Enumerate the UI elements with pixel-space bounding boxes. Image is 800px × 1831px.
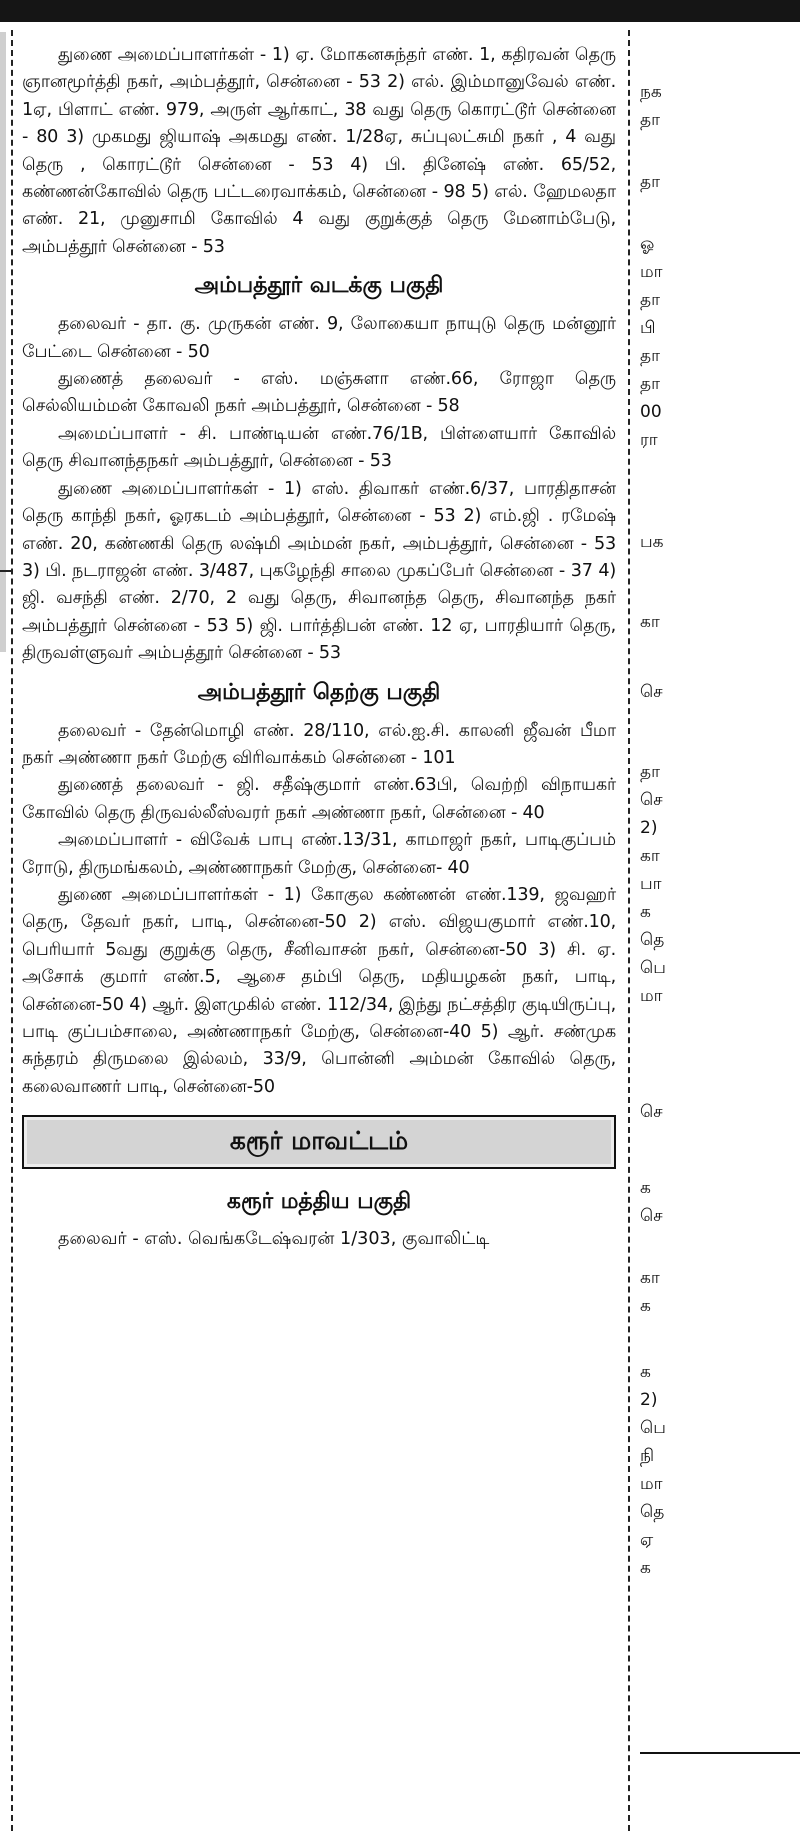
main-column [22,42,616,1251]
right-column-text-fragment: மா [640,262,663,282]
right-column-text-fragment: பி [640,318,656,338]
right-column-text-fragment: செ [640,790,663,810]
right-column-text-fragment: தா [640,110,660,130]
section-heading-ambattur-north: அம்பத்தூர் வடக்கு பகுதி [194,273,444,299]
office-bearer-paragraph: அமைப்பாளர் - சி. பாண்டியன் எண்.76/1B, பிள்ளையார் கோவில் தெரு சிவானந்தநகர் அம்பத்தூர், சென்னை - 53 [22,423,616,472]
right-column-text-fragment: செ [640,1206,663,1226]
cut-mark [0,570,12,572]
office-bearer-paragraph: தலைவர் - தா. கு. முருகன் எண். 9, லோகையா நாயுடு தெரு மன்னூர் பேட்டை சென்னை - 50 [22,314,616,362]
right-column-text-fragment: நி [640,1446,655,1466]
right-column-text-fragment: க [640,1296,651,1316]
continuation-paragraph: துணை அமைப்பாளர்கள் - 1) ஏ. மோகனசுந்தர் எண். 1, கதிரவன் தெரு ஞானமூர்த்தி நகர், அம்பத்தூர், சென்னை - 53 2) எல். இம்மானுவேல் எண். 1ஏ, பிளாட் எண். 979, அருள் ஆர்காட், 38 வது தெரு கொரட்டூர் சென்னை - 80 3) முகமது ஜியாஷ் அகமது எண். 1/28ஏ, சுப்புலட்சுமி நகர் , 4 வது தெரு , கொரட்டூர் சென்னை - 53 4) பி. தினேஷ் எண். 65/52, கண்ணன்கோவில் தெரு பட்டரைவாக்கம், சென்னை - 98 5) எல். ஹேமலதா எண். 21, முனுசாமி கோவில் 4 வது குறுக்குத் தெரு மேனாம்பேடு, அம்பத்தூர் சென்னை - 53 [22,45,616,257]
right-column-text-fragment: தா [640,290,660,310]
right-column-text-fragment: கா [640,846,660,866]
office-bearer-paragraph: அமைப்பாளர் - விவேக் பாபு எண்.13/31, காமாஜர் நகர், பாடிகுப்பம் ரோடு, திருமங்கலம், அண்ணாநகர் மேற்கு, சென்னை- 40 [22,830,616,878]
right-column-fragment [640,0,800,1831]
office-bearer-paragraph: துணைத் தலைவர் - எஸ். மஞ்சுளா எண்.66, ரோஜா தெரு செல்லியம்மன் கோவலி நகர் அம்பத்தூர், சென்னை - 58 [22,369,616,417]
right-column-text-fragment: க [640,1558,651,1578]
right-column-text-fragment: பெ [640,958,666,978]
office-bearer-paragraph: துணை அமைப்பாளர்கள் - 1) கோகுல கண்ணன் எண்.139, ஜவஹர் தெரு, தேவர் நகர், பாடி, சென்னை-50 2) எஸ். விஜயகுமார் எண்.10, பெரியார் 5வது குறுக்கு தெரு, சீனிவாசன் நகர், சென்னை-50 3) சி. ஏ. அசோக் குமார் எண்.5, ஆசை தம்பி தெரு, மதியழகன் நகர், பாடி, சென்னை-50 4) ஆர். இளமுகில் எண். 112/34, இந்து நட்சத்திர குடியிருப்பு, பாடி குப்பம்சாலை, அண்ணாநகர் மேற்கு, சென்னை-40 5) ஆர். சண்முக சுந்தரம் திருமலை இல்லம், 33/9, பொன்னி அம்மன் கோவில் தெரு, கலைவாணர் பாடி, சென்னை-50 [22,884,616,1097]
right-column-text-fragment: பக [640,532,664,552]
right-column-text-fragment: தா [640,374,660,394]
district-title: கரூர் மாவட்டம் [229,1125,409,1155]
left-margin-shade [0,32,6,652]
right-column-text-fragment: க [640,902,651,922]
right-column-text-fragment: 2) [640,1390,658,1410]
right-column-text-fragment: ஏ [640,1530,654,1550]
column-divider-left [11,30,13,1831]
right-column-text-fragment: மா [640,986,663,1006]
right-column-text-fragment: செ [640,682,663,702]
right-column-text-fragment: தா [640,172,660,192]
section-heading-karur-central: கரூர் மத்திய பகுதி [226,1189,412,1215]
column-divider-right [628,30,630,1831]
right-column-text-fragment: கா [640,1268,660,1288]
office-bearer-paragraph: தலைவர் - தேன்மொழி எண். 28/110, எல்.ஐ.சி. காலனி ஜீவன் பீமா நகர் அண்ணா நகர் மேற்கு விரிவாக்கம் சென்னை - 101 [22,720,616,768]
right-column-text-fragment: மா [640,1474,663,1494]
right-column-text-fragment: க [640,1362,651,1382]
right-column-text-fragment: தெ [640,1502,665,1522]
section-body-ambattur-south [22,718,616,1102]
right-column-text-fragment: பெ [640,1418,666,1438]
right-column-text-fragment: செ [640,1102,663,1122]
district-title-box [22,1115,616,1169]
cut-off-line: தலைவர் - எஸ். வெங்கடேஷ்வரன் 1/303, குவாலிட்டி [58,1229,490,1250]
right-column-text-fragment: தெ [640,930,665,950]
right-column-rule [640,1752,800,1754]
office-bearer-paragraph: துணைத் தலைவர் - ஜி. சதீஷ்குமார் எண்.63பி, வெற்றி விநாயகர் கோவில் தெரு திருவல்லீஸ்வரர் நகர் அண்ணா நகர், சென்னை - 40 [22,775,616,823]
section-heading-ambattur-south: அம்பத்தூர் தெற்கு பகுதி [197,679,441,705]
right-column-text-fragment: 2) [640,818,658,838]
right-column-text-fragment: 00 [640,402,662,422]
right-column-text-fragment: பா [640,874,662,894]
right-column-text-fragment: தா [640,762,660,782]
top-continuation-block [22,42,616,261]
office-bearer-paragraph: துணை அமைப்பாளர்கள் - 1) எஸ். திவாகர் எண்.6/37, பாரதிதாசன் தெரு காந்தி நகர், ஓரகடம் அம்பத்தூர், சென்னை - 53 2) எம்.ஜி . ரமேஷ் எண். 20, கண்ணகி தெரு லஷ்மி அம்மன் நகர், அம்பத்தூர், சென்னை - 53 3) பி. நடராஜன் எண். 3/487, புகழேந்தி சாலை முகப்பேர் சென்னை - 37 4) ஜி. வசந்தி எண். 2/70, 2 வது தெரு, சிவானந்த தெரு, சிவானந்த நகர் அம்பத்தூர் சென்னை - 53 5) ஜி. பார்த்திபன் எண். 12 ஏ, பாரதியார் தெரு, திருவள்ளுவர் அம்பத்தூர் சென்னை - 53 [22,478,616,664]
right-column-text-fragment: கா [640,612,660,632]
right-column-text-fragment: ஓ [640,234,655,254]
section-body-ambattur-north [22,311,616,667]
right-column-text-fragment: ரா [640,430,658,450]
right-column-text-fragment: நக [640,82,662,102]
right-column-text-fragment: தா [640,346,660,366]
right-column-text-fragment: க [640,1178,651,1198]
